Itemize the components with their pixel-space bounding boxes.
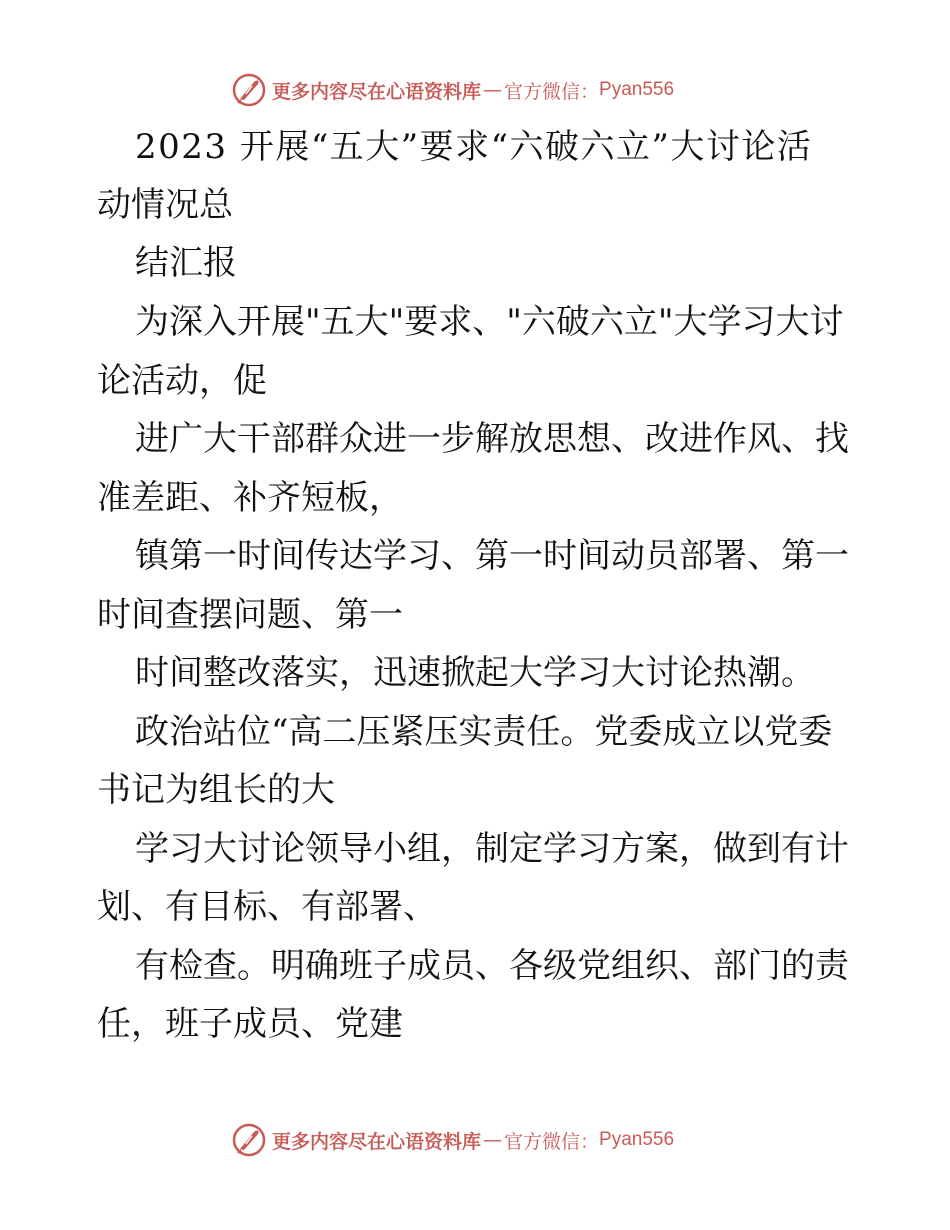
banner-wechat-account: Pyan556 — [599, 79, 675, 100]
paragraph-line: 准差距、补齐短板， — [97, 478, 403, 518]
paragraph-line: 论活动，促 — [97, 361, 267, 401]
banner-dash: — — [483, 1129, 503, 1151]
document-title-line: 动情况总 — [97, 185, 233, 225]
document-title-line: 结汇报 — [135, 243, 237, 283]
paragraph-line: 任，班子成员、党建 — [97, 1004, 403, 1044]
paragraph-line: 政治站位“高二压紧压实责任。党委成立以党委 — [135, 712, 833, 752]
paragraph-line: 书记为组长的大 — [97, 770, 335, 810]
paragraph-line: 进广大干部群众进一步解放思想、改进作风、找 — [135, 419, 849, 459]
banner-wechat-label: 官方微信： — [504, 1130, 600, 1153]
paragraph-line: 为深入开展"五大"要求、"六破六立"大学习大讨 — [135, 302, 844, 342]
paragraph-line: 学习大讨论领导小组，制定学习方案，做到有计 — [135, 829, 849, 869]
banner-dash: — — [483, 79, 503, 101]
footer-banner — [232, 1120, 674, 1160]
paragraph-line: 时间整改落实，迅速掀起大学习大讨论热潮。 — [135, 653, 815, 693]
banner-slogan: 更多内容尽在心语资料库 — [272, 80, 482, 103]
banner-slogan: 更多内容尽在心语资料库 — [272, 1130, 482, 1153]
document-title-line: 2023 开展“五大”要求“六破六立”大讨论活 — [135, 127, 813, 167]
paragraph-line: 镇第一时间传达学习、第一时间动员部署、第一 — [135, 536, 849, 576]
banner-wechat-label: 官方微信： — [504, 80, 600, 103]
paragraph-line: 时间查摆问题、第一 — [97, 595, 403, 635]
quill-pen-logo-icon — [232, 1123, 266, 1157]
banner-wechat-account: Pyan556 — [599, 1129, 675, 1150]
paragraph-line: 划、有目标、有部署、 — [97, 887, 437, 927]
paragraph-line: 有检查。明确班子成员、各级党组织、部门的责 — [135, 946, 849, 986]
